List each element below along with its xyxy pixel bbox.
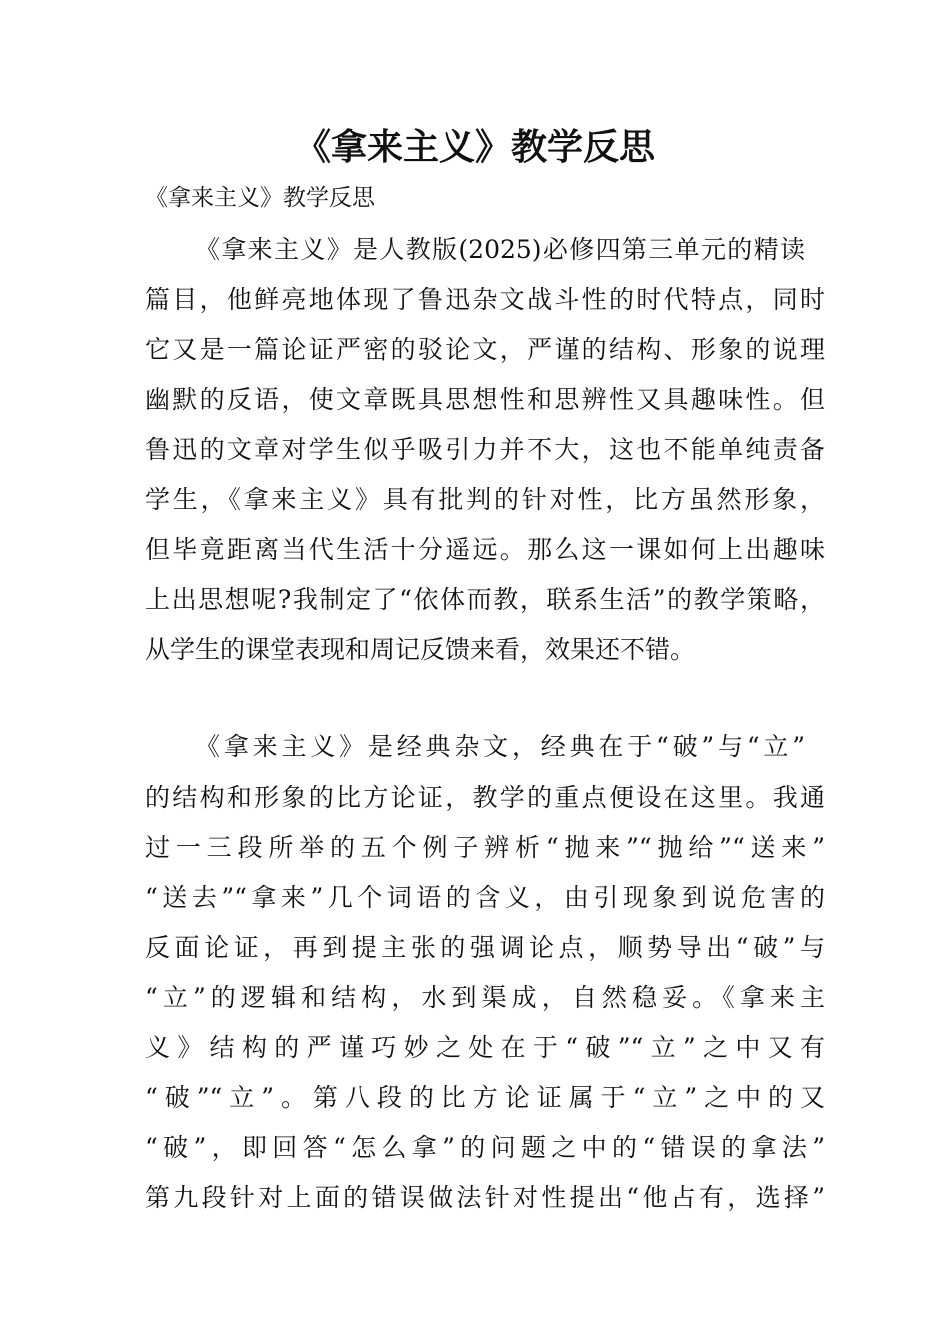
paragraph-line: 幽默的反语，使文章既具思想性和思辨性又具趣味性。但 — [145, 385, 825, 414]
document-title: 《拿来主义》教学反思 — [294, 127, 655, 168]
paragraph-line: 它又是一篇论证严密的驳论文，严谨的结构、形象的说理 — [145, 335, 825, 364]
paragraph-line: 但毕竟距离当代生活十分遥远。那么这一课如何上出趣味 — [145, 535, 825, 564]
paragraph-line: 反面论证，再到提主张的强调论点，顺势导出“破”与 — [145, 933, 825, 962]
paragraph-line: “立”的逻辑和结构，水到渠成，自然稳妥。《拿来主 — [145, 983, 825, 1012]
paragraph-line: 篇目，他鲜亮地体现了鲁迅杂文战斗性的时代特点，同时 — [145, 285, 825, 314]
paragraph-line: 的结构和形象的比方论证，教学的重点便设在这里。我通 — [145, 783, 825, 812]
paragraph-line: “送去”“拿来”几个词语的含义，由引现象到说危害的 — [145, 883, 825, 912]
paragraph-line: 义》结构的严谨巧妙之处在于“破”“立”之中又有 — [145, 1033, 825, 1062]
document-subtitle: 《拿来主义》教学反思 — [145, 185, 375, 211]
paragraph-line: “破”“立”。第八段的比方论证属于“立”之中的又 — [145, 1083, 825, 1112]
paragraph-line: 过一三段所举的五个例子辨析“抛来”“抛给”“送来” — [145, 833, 825, 862]
paragraph-line: 《拿来主义》是人教版(2025)必修四第三单元的精读 — [195, 235, 805, 264]
paragraph-line: 鲁迅的文章对学生似乎吸引力并不大，这也不能单纯责备 — [145, 435, 825, 464]
paragraph-line: 上出思想呢?我制定了“依体而教，联系生活”的教学策略， — [145, 585, 825, 614]
paragraph-line: “破”，即回答“怎么拿”的问题之中的“错误的拿法” — [145, 1133, 825, 1162]
paragraph-line: 《拿来主义》是经典杂文，经典在于“破”与“立” — [195, 732, 805, 761]
paragraph-line: 第九段针对上面的错误做法针对性提出“他占有，选择” — [145, 1183, 825, 1212]
paragraph-line: 从学生的课堂表现和周记反馈来看，效果还不错。 — [145, 635, 696, 664]
paragraph-line: 学生，《拿来主义》具有批判的针对性，比方虽然形象， — [145, 485, 825, 514]
